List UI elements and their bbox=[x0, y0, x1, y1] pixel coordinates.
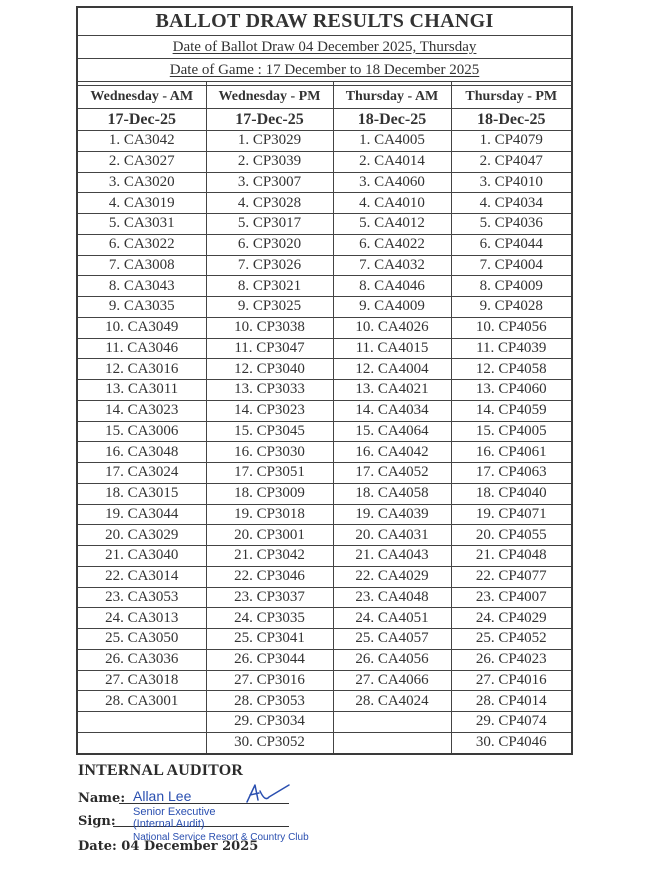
stamp-name: Allan Lee bbox=[133, 788, 192, 804]
table-row bbox=[77, 400, 572, 421]
column-header-date: 17-Dec-25 bbox=[77, 109, 206, 131]
ballot-entry-cell: 6. CP3020 bbox=[206, 234, 333, 255]
ballot-entry-cell: 1. CP4079 bbox=[451, 131, 572, 152]
auditor-heading: INTERNAL AUDITOR bbox=[78, 762, 244, 779]
ballot-entry-cell: 5. CA4012 bbox=[333, 214, 451, 235]
table-row bbox=[77, 338, 572, 359]
ballot-entry-cell: 7. CP4004 bbox=[451, 255, 572, 276]
ballot-entry-cell: 10. CP3038 bbox=[206, 317, 333, 338]
ballot-entry-cell: 16. CP3030 bbox=[206, 442, 333, 463]
column-header-date: 17-Dec-25 bbox=[206, 109, 333, 131]
ballot-entry-cell: 9. CA3035 bbox=[77, 297, 206, 318]
column-header-session: Wednesday - PM bbox=[206, 86, 333, 109]
column-header-date: 18-Dec-25 bbox=[451, 109, 572, 131]
ballot-entry-cell: 14. CP4059 bbox=[451, 400, 572, 421]
table-row bbox=[77, 380, 572, 401]
table-row bbox=[77, 566, 572, 587]
ballot-entry-cell: 28. CA4024 bbox=[333, 691, 451, 712]
ballot-entry-cell: 13. CP3033 bbox=[206, 380, 333, 401]
ballot-entry-cell: 18. CP3009 bbox=[206, 483, 333, 504]
ballot-entry-cell: 3. CP4010 bbox=[451, 172, 572, 193]
ballot-entry-cell: 24. CA4051 bbox=[333, 608, 451, 629]
ballot-entry-cell: 26. CA3036 bbox=[77, 649, 206, 670]
table-row bbox=[77, 234, 572, 255]
ballot-entry-cell bbox=[77, 712, 206, 733]
ballot-entry-cell: 7. CA4032 bbox=[333, 255, 451, 276]
ballot-entry-cell: 8. CA3043 bbox=[77, 276, 206, 297]
column-header-session: Thursday - AM bbox=[333, 86, 451, 109]
ballot-entry-cell: 26. CA4056 bbox=[333, 649, 451, 670]
ballot-entry-cell: 8. CA4046 bbox=[333, 276, 451, 297]
table-row bbox=[77, 732, 572, 753]
ballot-entry-cell: 11. CA4015 bbox=[333, 338, 451, 359]
ballot-entry-cell: 9. CP4028 bbox=[451, 297, 572, 318]
ballot-draw-date bbox=[77, 36, 572, 59]
ballot-entry-cell: 19. CA4039 bbox=[333, 504, 451, 525]
ballot-entry-cell: 18. CA3015 bbox=[77, 483, 206, 504]
column-header-session: Thursday - PM bbox=[451, 86, 572, 109]
ballot-entry-cell: 25. CP3041 bbox=[206, 629, 333, 650]
column-header-session: Wednesday - AM bbox=[77, 86, 206, 109]
table-row bbox=[77, 670, 572, 691]
ballot-entry-cell: 6. CA3022 bbox=[77, 234, 206, 255]
table-row bbox=[77, 712, 572, 733]
ballot-entry-cell: 23. CA3053 bbox=[77, 587, 206, 608]
sign-label: Sign: bbox=[78, 814, 116, 829]
ballot-entry-cell: 20. CP3001 bbox=[206, 525, 333, 546]
ballot-entry-cell: 18. CA4058 bbox=[333, 483, 451, 504]
ballot-entry-cell: 14. CP3023 bbox=[206, 400, 333, 421]
ballot-entry-cell: 9. CA4009 bbox=[333, 297, 451, 318]
ballot-entry-cell: 8. CP3021 bbox=[206, 276, 333, 297]
table-row bbox=[77, 151, 572, 172]
ballot-entry-cell: 6. CP4044 bbox=[451, 234, 572, 255]
ballot-entry-cell: 30. CP3052 bbox=[206, 732, 333, 753]
table-row bbox=[77, 546, 572, 567]
ballot-entry-cell: 27. CA4066 bbox=[333, 670, 451, 691]
ballot-entry-cell: 13. CP4060 bbox=[451, 380, 572, 401]
ballot-entry-cell: 11. CA3046 bbox=[77, 338, 206, 359]
ballot-entry-cell: 18. CP4040 bbox=[451, 483, 572, 504]
table-row bbox=[77, 255, 572, 276]
ballot-entry-cell: 27. CP3016 bbox=[206, 670, 333, 691]
ballot-entry-cell: 29. CP4074 bbox=[451, 712, 572, 733]
ballot-entry-cell: 12. CA4004 bbox=[333, 359, 451, 380]
table-row bbox=[77, 608, 572, 629]
ballot-entry-cell: 15. CP3045 bbox=[206, 421, 333, 442]
ballot-entry-cell: 10. CP4056 bbox=[451, 317, 572, 338]
date-label: Date: 04 December 2025 bbox=[78, 839, 259, 854]
ballot-entry-cell: 21. CA3040 bbox=[77, 546, 206, 567]
ballot-entry-cell: 13. CA4021 bbox=[333, 380, 451, 401]
ballot-entry-cell: 12. CP3040 bbox=[206, 359, 333, 380]
ballot-entry-cell: 16. CP4061 bbox=[451, 442, 572, 463]
table-row bbox=[77, 214, 572, 235]
ballot-entry-cell: 28. CP4014 bbox=[451, 691, 572, 712]
internal-auditor-block bbox=[78, 762, 338, 780]
ballot-results-table bbox=[76, 6, 573, 755]
ballot-entry-cell: 17. CP3051 bbox=[206, 463, 333, 484]
ballot-entry-cell: 13. CA3011 bbox=[77, 380, 206, 401]
ballot-entry-cell: 20. CP4055 bbox=[451, 525, 572, 546]
ballot-entry-cell: 19. CP4071 bbox=[451, 504, 572, 525]
ballot-entry-cell: 25. CA4057 bbox=[333, 629, 451, 650]
ballot-entry-cell: 11. CP3047 bbox=[206, 338, 333, 359]
stamp-title: Senior Executive bbox=[133, 806, 216, 818]
ballot-entry-cell: 4. CA4010 bbox=[333, 193, 451, 214]
ballot-entry-cell: 1. CA4005 bbox=[333, 131, 451, 152]
ballot-entry-cell: 7. CA3008 bbox=[77, 255, 206, 276]
table-row bbox=[77, 463, 572, 484]
ballot-entry-cell: 23. CA4048 bbox=[333, 587, 451, 608]
table-row bbox=[77, 649, 572, 670]
ballot-entry-cell: 22. CP4077 bbox=[451, 566, 572, 587]
ballot-entry-cell: 17. CP4063 bbox=[451, 463, 572, 484]
ballot-entry-cell: 9. CP3025 bbox=[206, 297, 333, 318]
ballot-entry-cell: 1. CP3029 bbox=[206, 131, 333, 152]
table-row bbox=[77, 172, 572, 193]
table-row bbox=[77, 525, 572, 546]
ballot-entry-cell: 30. CP4046 bbox=[451, 732, 572, 753]
ballot-entry-cell: 12. CP4058 bbox=[451, 359, 572, 380]
stamp-department: (Internal Audit) bbox=[133, 818, 205, 830]
stamp-organization: National Service Resort & Country Club bbox=[133, 832, 309, 843]
ballot-entry-cell: 16. CA4042 bbox=[333, 442, 451, 463]
ballot-entry-cell: 2. CA4014 bbox=[333, 151, 451, 172]
table-row bbox=[77, 691, 572, 712]
ballot-entry-cell: 14. CA3023 bbox=[77, 400, 206, 421]
ballot-entry-cell: 4. CP4034 bbox=[451, 193, 572, 214]
ballot-entry-cell: 7. CP3026 bbox=[206, 255, 333, 276]
ballot-entry-cell: 17. CA4052 bbox=[333, 463, 451, 484]
ballot-entry-cell: 20. CA3029 bbox=[77, 525, 206, 546]
ballot-entry-cell bbox=[77, 732, 206, 753]
ballot-entry-cell bbox=[333, 712, 451, 733]
ballot-entry-cell: 24. CA3013 bbox=[77, 608, 206, 629]
ballot-entry-cell: 20. CA4031 bbox=[333, 525, 451, 546]
table-row bbox=[77, 442, 572, 463]
ballot-entry-cell: 3. CP3007 bbox=[206, 172, 333, 193]
ballot-entry-cell: 26. CP3044 bbox=[206, 649, 333, 670]
ballot-entry-cell: 22. CA4029 bbox=[333, 566, 451, 587]
ballot-entry-cell: 15. CA3006 bbox=[77, 421, 206, 442]
ballot-entry-cell: 5. CA3031 bbox=[77, 214, 206, 235]
ballot-entry-cell: 3. CA4060 bbox=[333, 172, 451, 193]
ballot-draw-date-text: Date of Ballot Draw 04 December 2025, Thursday bbox=[172, 38, 477, 55]
name-label: Name: bbox=[78, 791, 126, 806]
game-date bbox=[77, 59, 572, 82]
ballot-entry-cell: 2. CA3027 bbox=[77, 151, 206, 172]
date-header-row bbox=[77, 109, 572, 131]
ballot-entry-cell: 22. CP3046 bbox=[206, 566, 333, 587]
table-row bbox=[77, 421, 572, 442]
table-row bbox=[77, 317, 572, 338]
ballot-entry-cell: 27. CA3018 bbox=[77, 670, 206, 691]
ballot-entry-cell: 21. CA4043 bbox=[333, 546, 451, 567]
ballot-entry-cell: 24. CP4029 bbox=[451, 608, 572, 629]
ballot-results-sheet bbox=[76, 6, 571, 755]
ballot-entry-cell: 21. CP4048 bbox=[451, 546, 572, 567]
ballot-entry-cell: 5. CP4036 bbox=[451, 214, 572, 235]
ballot-entry-cell: 3. CA3020 bbox=[77, 172, 206, 193]
ballot-entry-cell: 29. CP3034 bbox=[206, 712, 333, 733]
ballot-entry-cell: 23. CP3037 bbox=[206, 587, 333, 608]
ballot-entry-cell: 26. CP4023 bbox=[451, 649, 572, 670]
ballot-entry-cell: 25. CA3050 bbox=[77, 629, 206, 650]
ballot-entry-cell: 1. CA3042 bbox=[77, 131, 206, 152]
table-row bbox=[77, 629, 572, 650]
ballot-entry-cell: 5. CP3017 bbox=[206, 214, 333, 235]
ballot-entry-cell: 28. CA3001 bbox=[77, 691, 206, 712]
ballot-entry-cell: 19. CA3044 bbox=[77, 504, 206, 525]
session-header-row bbox=[77, 86, 572, 109]
signature-icon bbox=[243, 782, 293, 804]
ballot-entry-cell: 16. CA3048 bbox=[77, 442, 206, 463]
table-row bbox=[77, 483, 572, 504]
ballot-entry-cell: 15. CA4064 bbox=[333, 421, 451, 442]
ballot-entry-cell: 28. CP3053 bbox=[206, 691, 333, 712]
ballot-entry-cell: 11. CP4039 bbox=[451, 338, 572, 359]
ballot-entry-cell: 10. CA3049 bbox=[77, 317, 206, 338]
ballot-entry-cell: 15. CP4005 bbox=[451, 421, 572, 442]
ballot-entry-cell: 14. CA4034 bbox=[333, 400, 451, 421]
table-row bbox=[77, 131, 572, 152]
ballot-entry-cell: 19. CP3018 bbox=[206, 504, 333, 525]
ballot-entry-cell: 4. CA3019 bbox=[77, 193, 206, 214]
ballot-entry-cell: 24. CP3035 bbox=[206, 608, 333, 629]
table-row bbox=[77, 276, 572, 297]
game-date-text: Date of Game : 17 December to 18 December 2025 bbox=[169, 61, 480, 78]
ballot-entry-cell: 2. CP4047 bbox=[451, 151, 572, 172]
ballot-entry-cell bbox=[333, 732, 451, 753]
column-header-date: 18-Dec-25 bbox=[333, 109, 451, 131]
ballot-entry-cell: 23. CP4007 bbox=[451, 587, 572, 608]
table-row bbox=[77, 359, 572, 380]
table-row bbox=[77, 193, 572, 214]
ballot-entry-cell: 8. CP4009 bbox=[451, 276, 572, 297]
ballot-entry-cell: 17. CA3024 bbox=[77, 463, 206, 484]
table-row bbox=[77, 587, 572, 608]
ballot-entry-cell: 6. CA4022 bbox=[333, 234, 451, 255]
table-row bbox=[77, 297, 572, 318]
ballot-entry-cell: 27. CP4016 bbox=[451, 670, 572, 691]
ballot-entry-cell: 12. CA3016 bbox=[77, 359, 206, 380]
ballot-entry-cell: 4. CP3028 bbox=[206, 193, 333, 214]
ballot-entry-cell: 2. CP3039 bbox=[206, 151, 333, 172]
table-row bbox=[77, 504, 572, 525]
document-title: BALLOT DRAW RESULTS CHANGI bbox=[77, 7, 572, 36]
ballot-entry-cell: 10. CA4026 bbox=[333, 317, 451, 338]
ballot-entry-cell: 25. CP4052 bbox=[451, 629, 572, 650]
ballot-entry-cell: 22. CA3014 bbox=[77, 566, 206, 587]
ballot-entry-cell: 21. CP3042 bbox=[206, 546, 333, 567]
